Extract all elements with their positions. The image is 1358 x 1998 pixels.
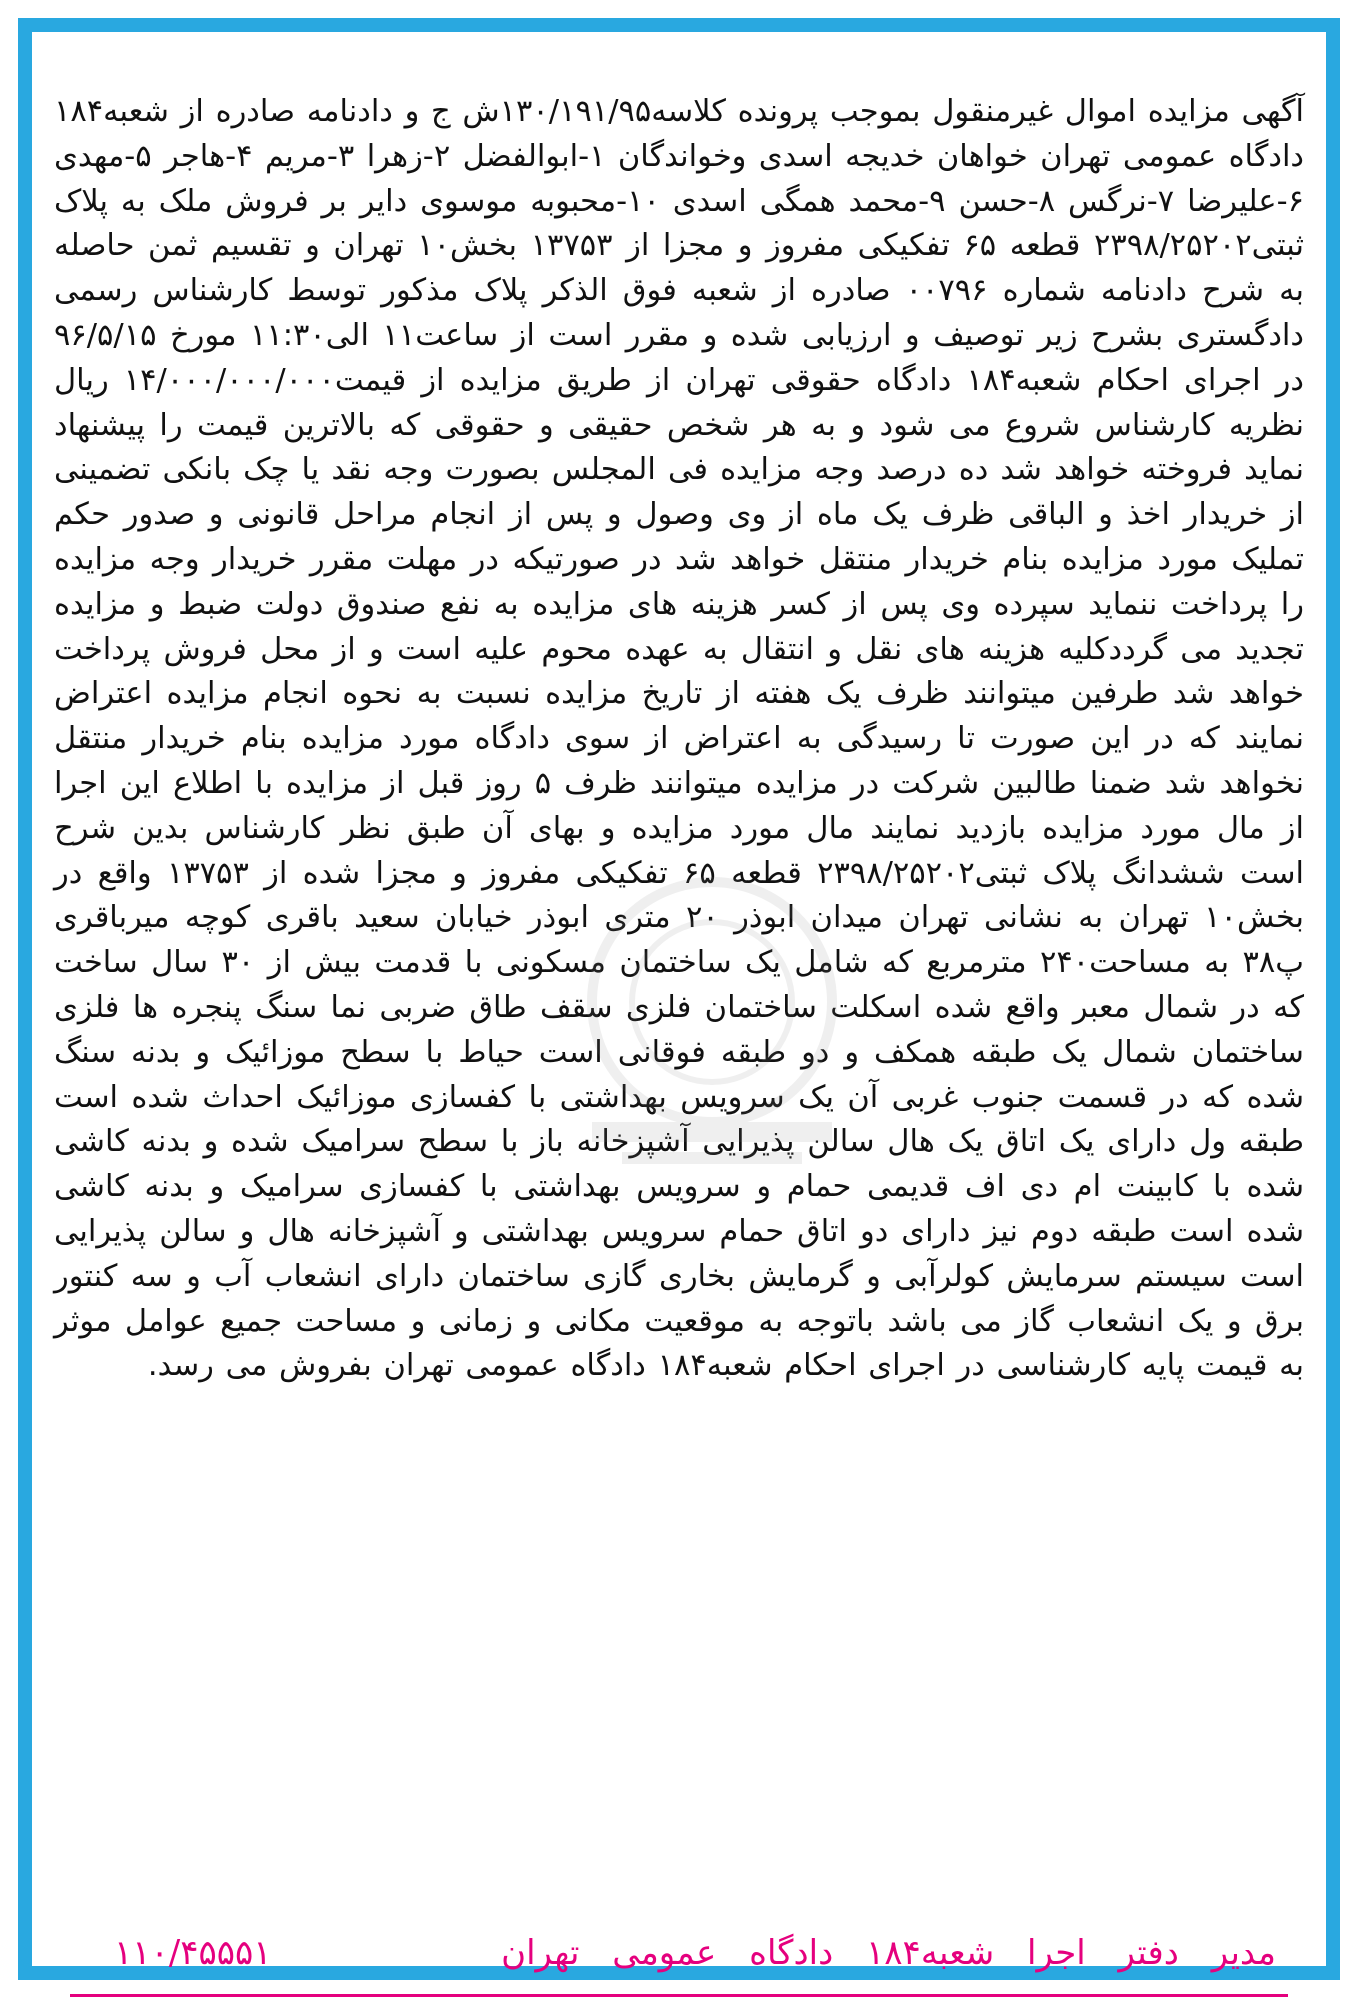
- notice-number: ۱۱۰/۴۵۵۵۱: [114, 1933, 272, 1973]
- notice-body: آگهی مزایده اموال غیرمنقول بموجب پرونده کلاسه۱۳۰/۱۹۱/۹۵ش ج و دادنامه صادره از شعبه۱۸۴ دادگاه عمومی تهران خواهان خدیجه اسدی وخواندگان ۱-ابوالفضل ۲-زهرا ۳-مریم ۴-هاجر ۵-مهدی ۶-علیرضا ۷-نرگس ۸-حسن ۹-محمد همگی اسدی ۱۰-محبوبه موسوی دایر بر فروش ملک به پلاک ثبتی۲۳۹۸/۲۵۲۰۲ قطعه ۶۵ تفکیکی مفروز و مجزا از ۱۳۷۵۳ بخش۱۰ تهران و تقسیم ثمن حاصله به شرح دادنامه شماره ۰۰۷۹۶ صادره از شعبه فوق الذکر پلاک مذکور توسط کارشناس رسمی دادگستری بشرح زیر توصیف و ارزیابی شده و مقرر است از ساعت۱۱ الی۱۱:۳۰ مورخ ۹۶/۵/۱۵ در اجرای احکام شعبه۱۸۴ دادگاه حقوقی تهران از طریق مزایده از قیمت۱۴/۰۰۰/۰۰۰/۰۰۰ ریال نظریه کارشناس شروع می شود و به هر شخص حقیقی و حقوقی که بالاترین قیمت را پیشنهاد نماید فروخته خواهد شد ده درصد وجه مزایده فی المجلس بصورت وجه نقد یا چک بانکی تضمینی از خریدار اخذ و الباقی ظرف یک ماه از وی وصول و پس از انجام مراحل قانونی و صدور حکم تملیک مورد مزایده بنام خریدار منتقل خواهد شد در صورتیکه در مهلت مقرر خریدار وجه مزایده را پرداخت ننماید سپرده وی پس از کسر هزینه های مزایده به نفع صندوق دولت ضبط و مزایده تجدید می گرددکلیه هزینه های نقل و انتقال به عهده محوم علیه است و از محل فروش پرداخت خواهد شد طرفین میتوانند ظرف یک هفته از تاریخ مزایده نسبت به نحوه انجام مزایده اعتراض نمایند که در این صورت تا رسیدگی به اعتراض از سوی دادگاه مورد مزایده بنام خریدار منتقل نخواهد شد ضمنا طالبین شرکت در مزایده میتوانند ظرف ۵ روز قبل از مزایده با اطلاع این اجرا از مال مورد مزایده بازدید نمایند مال مورد مزایده و بهای آن طبق نظر کارشناس بدین شرح است ششدانگ پلاک ثبتی۲۳۹۸/۲۵۲۰۲ قطعه ۶۵ تفکیکی مفروز و مجزا شده از ۱۳۷۵۳ واقع در بخش۱۰ تهران به نشانی تهران میدان ابوذر ۲۰ متری ابوذر خیابان سعید باقری کوچه میرباقری پ۳۸ به مساحت۲۴۰ مترمربع که شامل یک ساختمان مسکونی با قدمت بیش از ۳۰ سال ساخت که در شمال معبر واقع شده اسکلت ساختمان فلزی سقف طاق ضربی نما سنگ پنجره ها فلزی ساختمان شمال یک طبقه همکف و دو طبقه فوقانی است حیاط با سطح موزائیک و بدنه سنگ شده که در قسمت جنوب غربی آن یک سرویس بهداشتی با کفسازی موزائیک احداث شده است طبقه ول دارای یک اتاق یک هال سالن پذیرایی آشپزخانه باز با سطح سرامیک شده و بدنه کاشی شده با کابینت ام دی اف قدیمی حمام و سرویس بهداشتی با کفسازی سرامیک و بدنه کاشی شده است طبقه دوم نیز دارای دو اتاق حمام سرویس بهداشتی و آشپزخانه هال و سالن پذیرایی است سیستم سرمایش کولرآبی و گرمایش بخاری گازی ساختمان دارای انشعاب آب و سه کنتور برق و یک انشعاب گاز می باشد باتوجه به موقعیت مکانی و زمانی و مساحت جمیع عوامل موثر به قیمت پایه کارشناسی در اجرای احکام شعبه۱۸۴ دادگاه عمومی تهران بفروش می رسد.: [54, 94, 1305, 1384]
- footer-divider: [70, 1994, 1288, 1997]
- notice-content: [54, 90, 1305, 1973]
- notice-frame: [18, 18, 1340, 1980]
- notice-footer: [54, 1928, 1304, 1978]
- signature: مدیر دفتر اجرا شعبه۱۸۴ دادگاه عمومی تهران: [501, 1933, 1276, 1973]
